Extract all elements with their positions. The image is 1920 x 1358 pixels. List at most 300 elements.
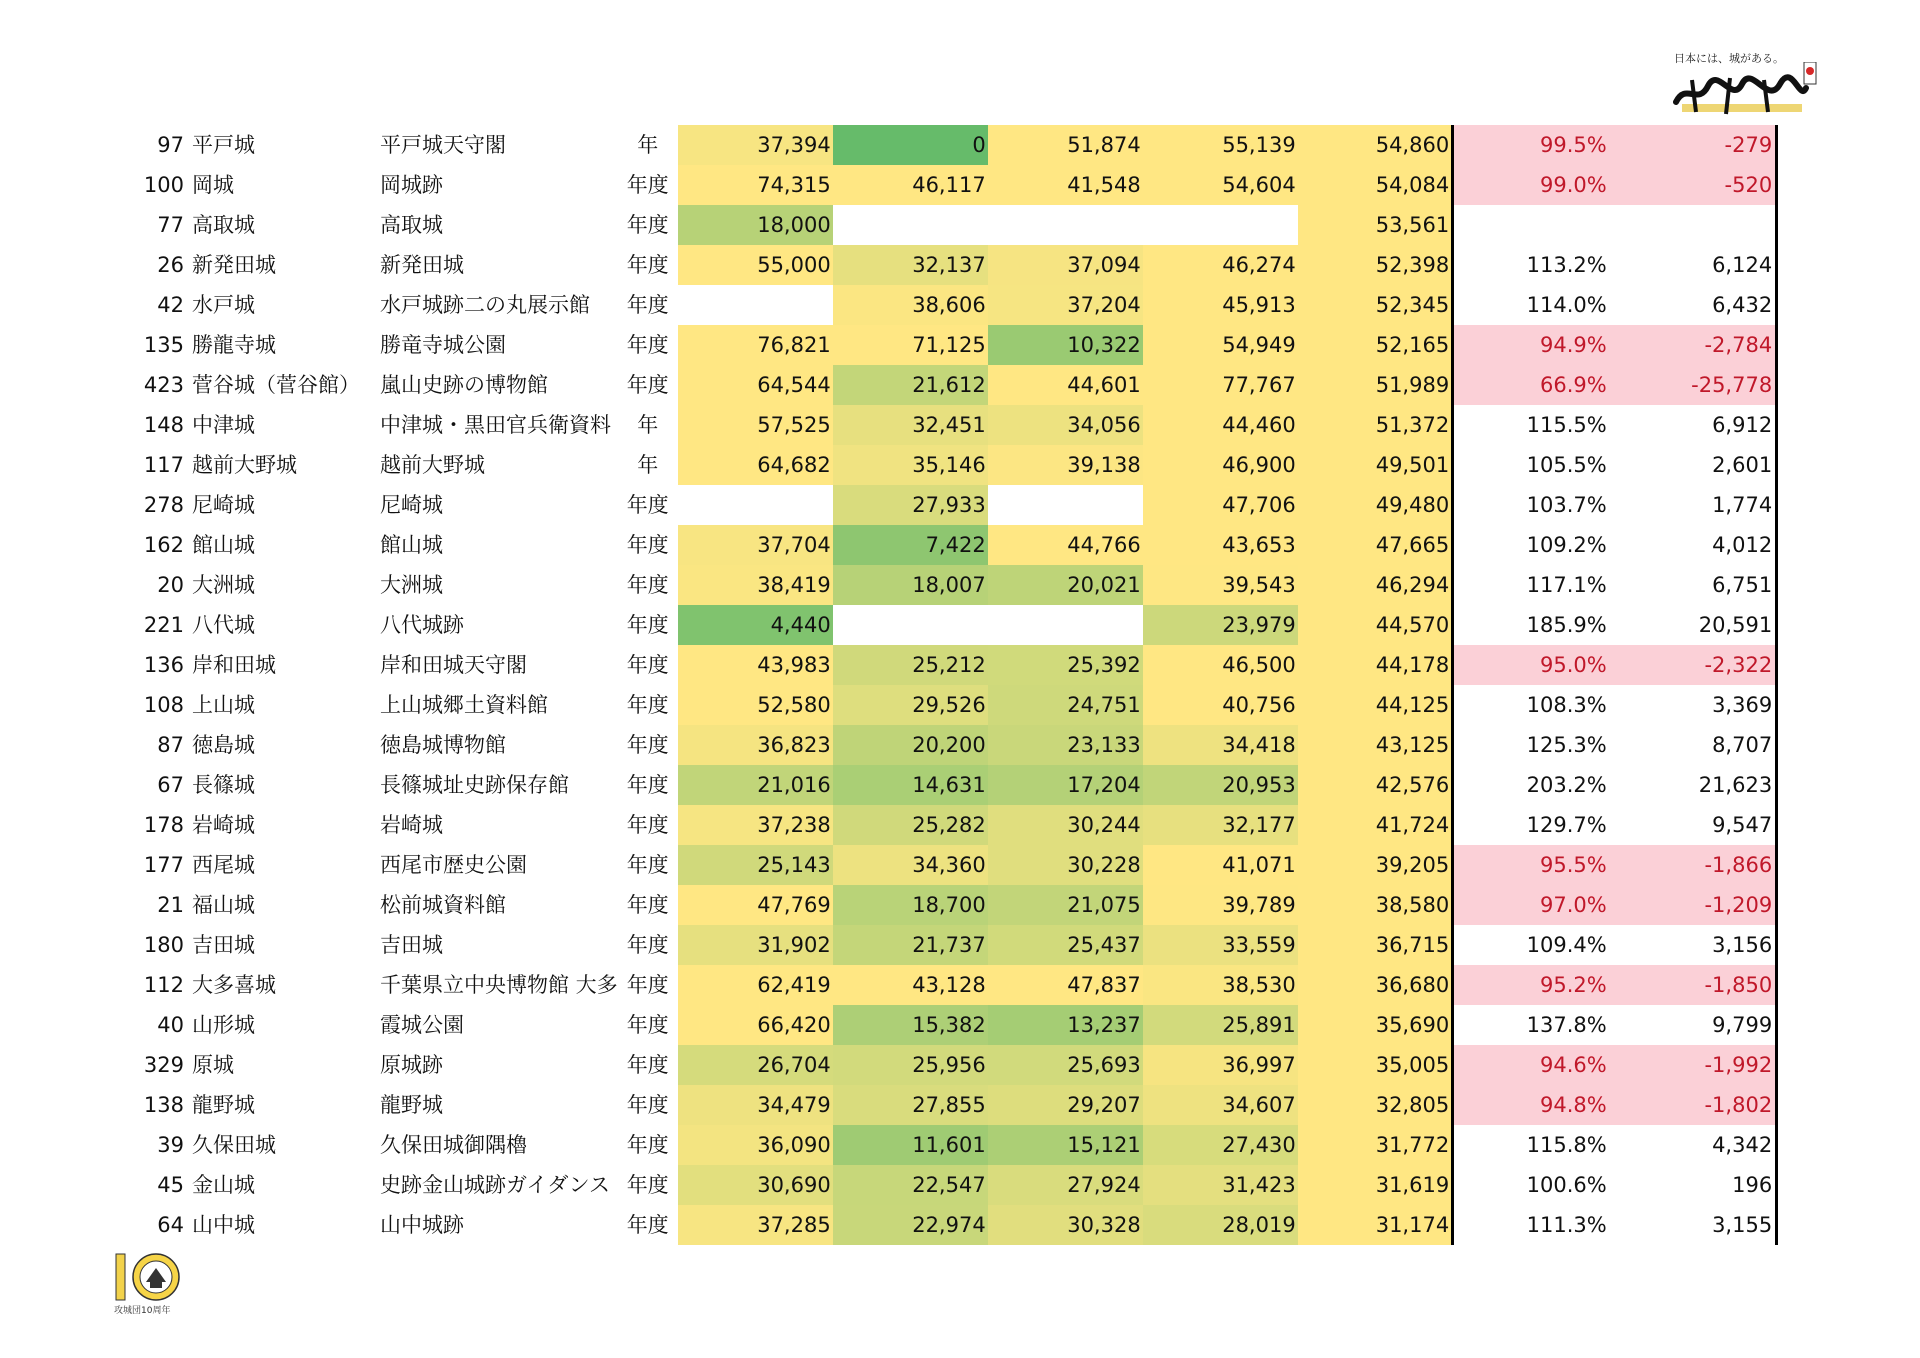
difference-cell: -2,322 [1607,645,1777,685]
visitor-count-cell: 21,075 [988,885,1143,925]
facility-name-cell: 原城跡 [380,1053,443,1077]
table-row [130,605,1777,645]
visitor-count-cell: 47,665 [1298,525,1453,565]
difference-cell: 9,799 [1607,1005,1777,1045]
table-row [130,405,1777,445]
visitor-count-cell: 25,437 [988,925,1143,965]
visitor-count-cell: 44,570 [1298,605,1453,645]
table-row [130,805,1777,845]
visitor-count-cell: 36,680 [1298,965,1453,1005]
castle-number-cell: 39 [157,1133,184,1157]
visitor-count-cell: 45,913 [1143,285,1298,325]
period-type-cell: 年度 [626,293,669,317]
visitor-count-cell: 74,315 [678,165,833,205]
visitor-count-cell: 43,983 [678,645,833,685]
growth-rate-cell [1453,205,1607,245]
visitor-count-cell: 15,382 [833,1005,988,1045]
visitor-count-cell: 31,423 [1143,1165,1298,1205]
visitor-count-cell: 51,989 [1298,365,1453,405]
visitor-count-cell: 30,228 [988,845,1143,885]
visitor-count-cell: 37,204 [988,285,1143,325]
visitor-count-cell: 44,766 [988,525,1143,565]
visitor-count-cell: 49,501 [1298,445,1453,485]
visitor-count-cell: 22,547 [833,1165,988,1205]
growth-rate-cell: 95.5% [1453,845,1607,885]
period-type-cell: 年 [637,413,659,437]
visitor-count-cell: 10,322 [988,325,1143,365]
visitor-count-cell: 17,204 [988,765,1143,805]
castle-number-cell: 77 [157,213,184,237]
visitor-count-cell [678,285,833,325]
castle-number-cell: 148 [143,413,184,437]
growth-rate-cell: 109.4% [1526,933,1607,957]
difference-cell: 6,751 [1607,565,1777,605]
table-row [130,645,1777,685]
growth-rate-cell: 99.5% [1453,125,1607,165]
period-type-cell: 年度 [626,1173,669,1197]
visitor-count-cell: 27,924 [988,1165,1143,1205]
visitor-count-cell: 36,090 [678,1125,833,1165]
visitor-count-cell: 25,392 [988,645,1143,685]
visitor-count-cell: 31,902 [678,925,833,965]
anniversary-logo [112,1250,192,1314]
visitor-count-cell: 43,125 [1298,725,1453,765]
table-row [130,845,1777,885]
difference-cell: 3,155 [1607,1205,1777,1245]
visitor-count-cell: 0 [833,125,988,165]
visitor-count-cell: 46,900 [1143,445,1298,485]
visitor-count-cell: 31,772 [1298,1125,1453,1165]
visitor-count-cell: 35,690 [1298,1005,1453,1045]
difference-cell: -520 [1607,165,1777,205]
visitor-count-cell: 23,133 [988,725,1143,765]
castle-name-cell: 館山城 [192,533,255,557]
castle-number-cell: 329 [143,1053,184,1077]
visitor-count-cell: 57,525 [678,405,833,445]
visitor-count-cell [1143,205,1298,245]
visitor-count-cell: 40,756 [1143,685,1298,725]
visitor-count-cell: 54,604 [1143,165,1298,205]
visitor-count-cell: 39,789 [1143,885,1298,925]
facility-name-cell: 中津城・黒田官兵衛資料 [380,413,611,437]
visitor-count-cell: 52,165 [1298,325,1453,365]
growth-rate-cell: 115.8% [1526,1133,1607,1157]
facility-name-cell: 松前城資料館 [380,893,506,917]
difference-cell: -2,784 [1607,325,1777,365]
visitor-count-cell: 38,606 [833,285,988,325]
visitor-count-cell: 14,631 [833,765,988,805]
visitor-count-cell: 44,460 [1143,405,1298,445]
visitor-count-cell: 21,016 [678,765,833,805]
visitor-count-cell: 37,394 [678,125,833,165]
castle-number-cell: 177 [143,853,184,877]
visitor-count-cell: 18,000 [678,205,833,245]
visitor-count-cell: 47,706 [1143,485,1298,525]
period-type-cell: 年度 [626,373,669,397]
visitor-count-cell: 4,440 [678,605,833,645]
castle-name-cell: 菅谷城（菅谷館） [192,373,360,397]
facility-name-cell: 長篠城址史跡保存館 [380,773,569,797]
table-row [130,765,1777,805]
visitor-count-cell: 34,056 [988,405,1143,445]
visitor-count-cell: 41,548 [988,165,1143,205]
difference-cell: -1,850 [1607,965,1777,1005]
growth-rate-cell: 66.9% [1453,365,1607,405]
period-type-cell: 年度 [626,213,669,237]
castle-name-cell: 水戸城 [192,293,255,317]
period-type-cell: 年度 [626,533,669,557]
difference-cell: 9,547 [1607,805,1777,845]
difference-cell: 21,623 [1607,765,1777,805]
difference-cell: 8,707 [1607,725,1777,765]
castle-name-cell: 高取城 [192,213,255,237]
visitor-count-cell: 32,451 [833,405,988,445]
visitor-count-cell: 43,653 [1143,525,1298,565]
visitor-count-cell: 18,007 [833,565,988,605]
table-row [130,445,1777,485]
difference-cell: 196 [1607,1165,1777,1205]
visitor-count-cell [678,485,833,525]
visitor-count-cell: 53,561 [1298,205,1453,245]
castle-name-cell: 金山城 [192,1173,255,1197]
table-row [130,125,1777,165]
growth-rate-cell: 100.6% [1526,1173,1607,1197]
castle-name-cell: 徳島城 [192,733,255,757]
visitor-count-cell: 38,530 [1143,965,1298,1005]
visitor-count-cell: 55,139 [1143,125,1298,165]
castle-name-cell: 山形城 [192,1013,255,1037]
visitor-count-cell: 71,125 [833,325,988,365]
visitor-count-cell: 46,117 [833,165,988,205]
visitor-count-cell: 66,420 [678,1005,833,1045]
visitor-count-cell: 32,137 [833,245,988,285]
castle-number-cell: 87 [157,733,184,757]
castle-number-cell: 42 [157,293,184,317]
facility-name-cell: 吉田城 [380,933,443,957]
facility-name-cell: 八代城跡 [380,613,464,637]
period-type-cell: 年度 [626,573,669,597]
castle-number-cell: 180 [143,933,184,957]
visitor-count-cell: 44,178 [1298,645,1453,685]
castle-number-cell: 136 [143,653,184,677]
table-row [130,925,1777,965]
visitor-count-cell: 29,526 [833,685,988,725]
facility-name-cell: 山中城跡 [380,1213,464,1237]
difference-cell: 20,591 [1607,605,1777,645]
difference-cell: -1,802 [1607,1085,1777,1125]
visitor-count-cell: 37,704 [678,525,833,565]
table-row [130,285,1777,325]
logo-brush-icon [1672,62,1818,120]
facility-name-cell: 史跡金山城跡ガイダンス [380,1173,610,1197]
castle-name-cell: 福山城 [192,893,255,917]
period-type-cell: 年度 [626,1093,669,1117]
castle-number-cell: 112 [143,973,184,997]
difference-cell: 1,774 [1607,485,1777,525]
visitor-count-cell [988,205,1143,245]
facility-name-cell: 西尾市歴史公園 [380,853,527,877]
visitor-count-cell: 55,000 [678,245,833,285]
facility-name-cell: 徳島城博物館 [380,733,506,757]
period-type-cell: 年度 [626,253,669,277]
facility-name-cell: 平戸城天守閣 [380,133,506,157]
table-row [130,1165,1777,1205]
castle-name-cell: 久保田城 [192,1133,276,1157]
castle-number-cell: 135 [143,333,184,357]
visitor-count-cell: 38,580 [1298,885,1453,925]
growth-rate-cell: 137.8% [1526,1013,1607,1037]
castle-name-cell: 山中城 [192,1213,255,1237]
visitor-count-cell: 64,682 [678,445,833,485]
visitor-count-cell: 23,979 [1143,605,1298,645]
visitor-count-cell: 20,021 [988,565,1143,605]
period-type-cell: 年度 [626,1213,669,1237]
castle-number-cell: 100 [143,173,184,197]
visitor-count-cell: 24,751 [988,685,1143,725]
visitor-count-cell: 34,479 [678,1085,833,1125]
facility-name-cell: 越前大野城 [380,453,485,477]
visitor-count-cell: 52,398 [1298,245,1453,285]
visitor-count-cell: 25,143 [678,845,833,885]
visitor-count-cell: 35,005 [1298,1045,1453,1085]
castle-number-cell: 64 [157,1213,184,1237]
visitor-count-cell: 13,237 [988,1005,1143,1045]
table-row [130,165,1777,205]
castle-name-cell: 龍野城 [192,1093,255,1117]
period-type-cell: 年度 [626,613,669,637]
visitor-count-cell: 49,480 [1298,485,1453,525]
period-type-cell: 年度 [626,173,669,197]
castle-name-cell: 平戸城 [192,133,255,157]
period-type-cell: 年度 [626,733,669,757]
facility-name-cell: 勝竜寺城公園 [380,333,506,357]
castle-number-cell: 162 [143,533,184,557]
visitor-count-cell [833,205,988,245]
difference-cell: 6,432 [1607,285,1777,325]
visitor-count-cell: 37,238 [678,805,833,845]
visitor-count-cell: 18,700 [833,885,988,925]
visitor-count-cell: 11,601 [833,1125,988,1165]
difference-cell: -1,992 [1607,1045,1777,1085]
visitor-count-cell: 52,345 [1298,285,1453,325]
visitor-count-cell: 47,837 [988,965,1143,1005]
growth-rate-cell: 113.2% [1526,253,1607,277]
period-type-cell: 年度 [626,933,669,957]
visitor-count-cell: 39,205 [1298,845,1453,885]
table-row [130,965,1777,1005]
castle-number-cell: 278 [143,493,184,517]
visitor-count-cell: 32,177 [1143,805,1298,845]
visitor-count-cell: 46,274 [1143,245,1298,285]
facility-name-cell: 館山城 [380,533,443,557]
visitor-count-cell: 33,559 [1143,925,1298,965]
visitor-count-cell: 54,949 [1143,325,1298,365]
visitor-count-cell: 54,084 [1298,165,1453,205]
visitor-count-cell: 46,294 [1298,565,1453,605]
visitor-count-cell [833,605,988,645]
facility-name-cell: 岸和田城天守閣 [380,653,527,677]
visitor-count-cell: 25,693 [988,1045,1143,1085]
castle-number-cell: 26 [157,253,184,277]
growth-rate-cell: 109.2% [1526,533,1607,557]
castle-name-cell: 長篠城 [192,773,255,797]
growth-rate-cell: 111.3% [1526,1213,1607,1237]
castle-number-cell: 138 [143,1093,184,1117]
facility-name-cell: 嵐山史跡の博物館 [380,373,548,397]
visitor-count-cell: 41,724 [1298,805,1453,845]
growth-rate-cell: 108.3% [1526,693,1607,717]
period-type-cell: 年度 [626,653,669,677]
visitor-count-cell: 37,094 [988,245,1143,285]
visitor-count-cell: 36,715 [1298,925,1453,965]
period-type-cell: 年 [637,133,659,157]
period-type-cell: 年度 [626,1053,669,1077]
visitor-count-cell: 51,874 [988,125,1143,165]
table-row [130,1125,1777,1165]
visitor-count-cell: 62,419 [678,965,833,1005]
visitor-count-cell: 39,138 [988,445,1143,485]
castle-name-cell: 尼崎城 [192,493,255,517]
facility-name-cell: 霞城公園 [380,1013,464,1037]
difference-cell: -25,778 [1607,365,1777,405]
period-type-cell: 年度 [626,1133,669,1157]
visitor-count-cell: 25,956 [833,1045,988,1085]
period-type-cell: 年度 [626,973,669,997]
visitor-count-cell: 43,128 [833,965,988,1005]
castle-name-cell: 大多喜城 [192,973,276,997]
difference-cell: 6,124 [1607,245,1777,285]
castle-name-cell: 岸和田城 [192,653,276,677]
difference-cell: 6,912 [1607,405,1777,445]
visitor-count-cell: 31,174 [1298,1205,1453,1245]
castle-number-cell: 178 [143,813,184,837]
castle-number-cell: 423 [143,373,184,397]
castle-name-cell: 大洲城 [192,573,255,597]
period-type-cell: 年度 [626,853,669,877]
period-type-cell: 年度 [626,893,669,917]
castle-number-cell: 67 [157,773,184,797]
period-type-cell: 年度 [626,333,669,357]
growth-rate-cell: 203.2% [1526,773,1607,797]
visitor-count-cell: 20,200 [833,725,988,765]
table-row [130,885,1777,925]
facility-name-cell: 尼崎城 [380,493,443,517]
growth-rate-cell: 95.2% [1453,965,1607,1005]
castle-name-cell: 上山城 [192,693,255,717]
facility-name-cell: 新発田城 [380,253,464,277]
table-row [130,485,1777,525]
visitor-count-cell: 28,019 [1143,1205,1298,1245]
visitor-count-cell: 29,207 [988,1085,1143,1125]
growth-rate-cell: 125.3% [1526,733,1607,757]
visitor-count-cell: 77,767 [1143,365,1298,405]
visitor-count-cell: 25,212 [833,645,988,685]
facility-name-cell: 久保田城御隅櫓 [380,1133,527,1157]
visitor-count-cell: 15,121 [988,1125,1143,1165]
period-type-cell: 年 [637,453,659,477]
growth-rate-cell: 94.8% [1453,1085,1607,1125]
visitor-count-cell: 21,612 [833,365,988,405]
period-type-cell: 年度 [626,813,669,837]
visitor-count-cell: 20,953 [1143,765,1298,805]
facility-name-cell: 千葉県立中央博物館 大多 [380,973,618,997]
visitor-count-cell: 31,619 [1298,1165,1453,1205]
visitor-count-cell: 42,576 [1298,765,1453,805]
facility-name-cell: 上山城郷土資料館 [380,693,548,717]
visitor-count-cell: 30,690 [678,1165,833,1205]
facility-name-cell: 龍野城 [380,1093,443,1117]
period-type-cell: 年度 [626,773,669,797]
visitor-count-cell: 21,737 [833,925,988,965]
growth-rate-cell: 129.7% [1526,813,1607,837]
castle-name-cell: 岩崎城 [192,813,255,837]
visitor-count-cell: 34,360 [833,845,988,885]
facility-name-cell: 岡城跡 [380,173,443,197]
table-row [130,685,1777,725]
table-row [130,725,1777,765]
visitor-count-cell: 36,823 [678,725,833,765]
castle-name-cell: 中津城 [192,413,255,437]
difference-cell: 4,012 [1607,525,1777,565]
visitor-count-cell: 25,282 [833,805,988,845]
visitor-count-cell: 44,601 [988,365,1143,405]
castle-number-cell: 40 [157,1013,184,1037]
period-type-cell: 年度 [626,693,669,717]
difference-cell: -1,209 [1607,885,1777,925]
visitor-count-cell: 27,430 [1143,1125,1298,1165]
castle-name-cell: 西尾城 [192,853,255,877]
facility-name-cell: 高取城 [380,213,443,237]
visitor-count-cell: 51,372 [1298,405,1453,445]
visitor-count-cell: 34,607 [1143,1085,1298,1125]
table-row [130,245,1777,285]
growth-rate-cell: 94.9% [1453,325,1607,365]
castle-name-cell: 岡城 [192,173,234,197]
castle-number-cell: 97 [157,133,184,157]
visitor-count-cell: 52,580 [678,685,833,725]
visitor-count-cell: 27,933 [833,485,988,525]
table-row [130,205,1777,245]
castle-name-cell: 吉田城 [192,933,255,957]
growth-rate-cell: 94.6% [1453,1045,1607,1085]
visitor-count-cell [988,605,1143,645]
visitor-count-cell: 30,328 [988,1205,1143,1245]
castle-number-cell: 108 [143,693,184,717]
facility-name-cell: 岩崎城 [380,813,443,837]
castle-name-cell: 勝龍寺城 [192,333,276,357]
table-row [130,1085,1777,1125]
growth-rate-cell: 99.0% [1453,165,1607,205]
table-row [130,1045,1777,1085]
visitor-count-cell: 76,821 [678,325,833,365]
table-row [130,525,1777,565]
castle-name-cell: 八代城 [192,613,255,637]
visitor-count-cell: 64,544 [678,365,833,405]
castle-number-cell: 20 [157,573,184,597]
castle-number-cell: 21 [157,893,184,917]
kojodan-logo [1672,48,1818,120]
castle-number-cell: 117 [143,453,184,477]
visitor-count-cell: 41,071 [1143,845,1298,885]
visitor-count-cell: 39,543 [1143,565,1298,605]
growth-rate-cell: 115.5% [1526,413,1607,437]
visitor-count-cell: 34,418 [1143,725,1298,765]
growth-rate-cell: 114.0% [1526,293,1607,317]
visitor-count-cell: 27,855 [833,1085,988,1125]
difference-cell: 3,369 [1607,685,1777,725]
anniversary-caption: 攻城団10周年 [114,1306,171,1316]
visitor-count-cell: 38,419 [678,565,833,605]
